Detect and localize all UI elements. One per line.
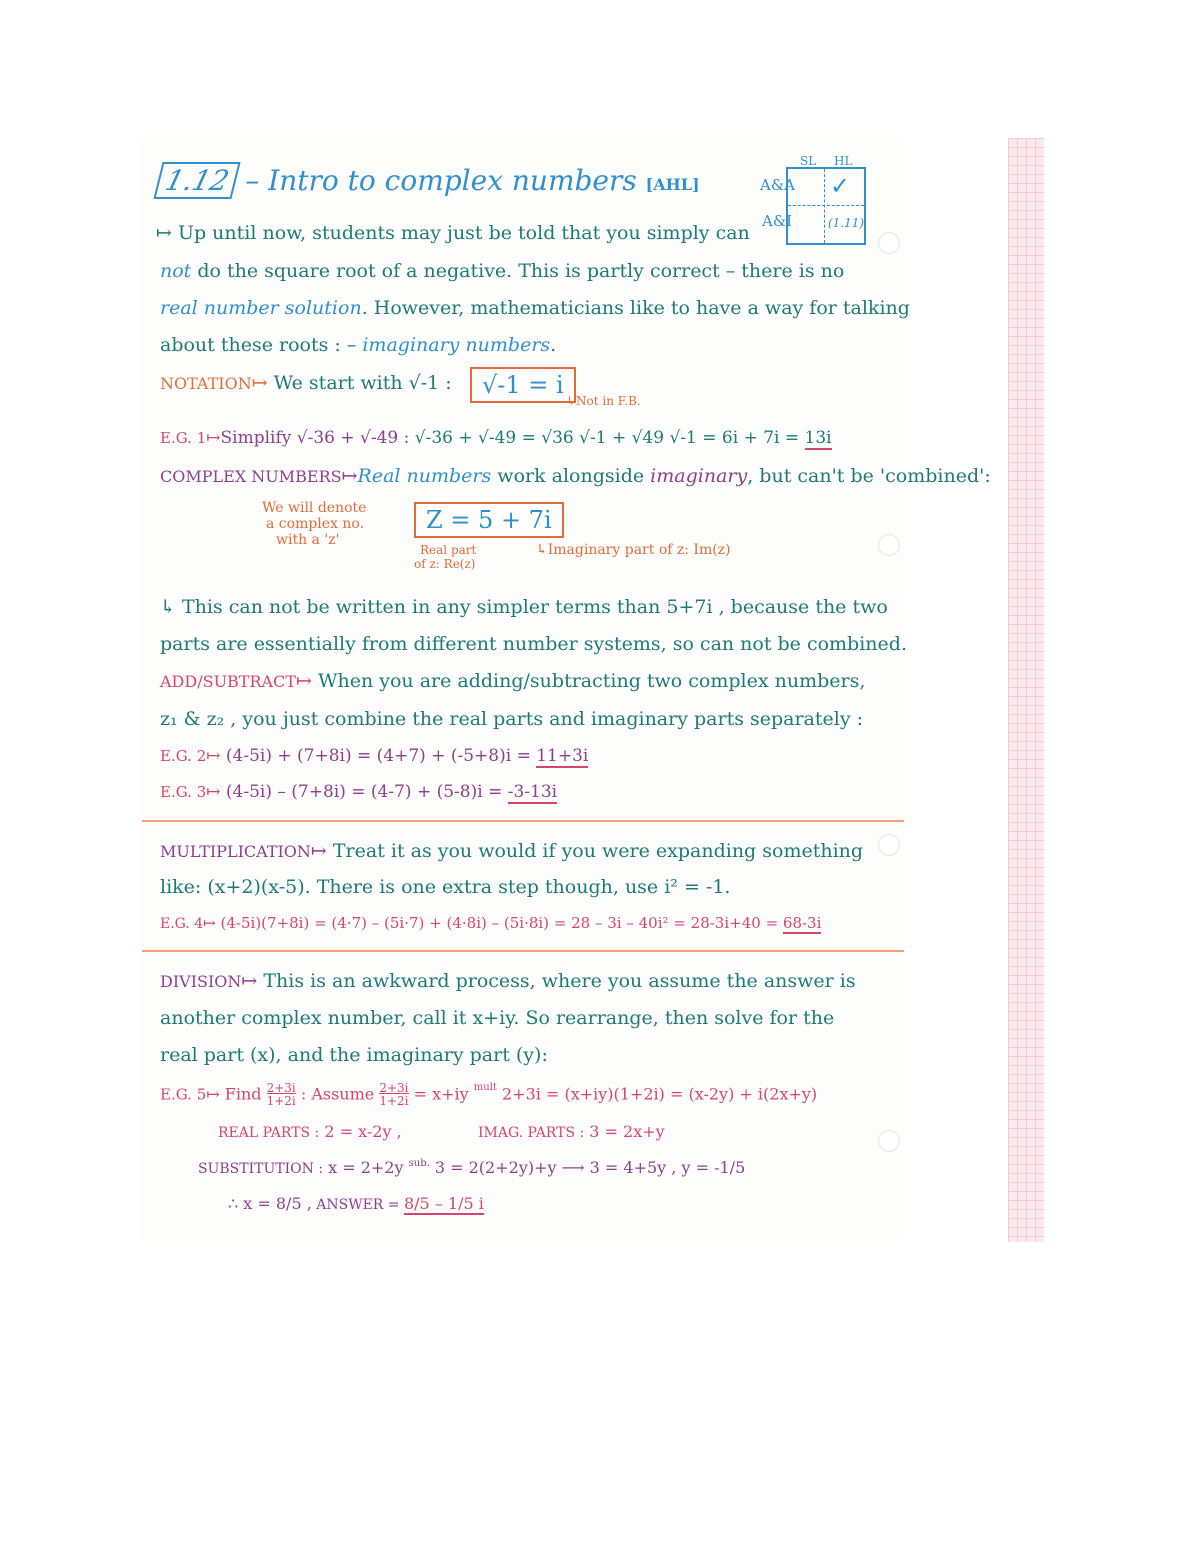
intro-line-2: not do the square root of a negative. This is partly correct – there is no bbox=[160, 260, 845, 282]
section-number: 1.12 bbox=[153, 162, 241, 199]
complex-line: COMPLEX NUMBERS↦Real numbers work alongside imaginary, but can't be 'combined': bbox=[160, 465, 991, 487]
section-divider bbox=[142, 820, 904, 822]
title-text: – Intro to complex numbers bbox=[245, 164, 637, 197]
div-line-3: real part (x), and the imaginary part (y): bbox=[160, 1044, 548, 1066]
mult-line-2: like: (x+2)(x-5). There is one extra step though, use i² = -1. bbox=[160, 876, 731, 898]
check-icon: ✓ bbox=[830, 172, 851, 200]
intro-line-1: ↦ Up until now, students may just be told that you simply can bbox=[156, 222, 750, 244]
div-line-2: another complex number, call it x+iy. So rearrange, then solve for the bbox=[160, 1007, 835, 1029]
eg4-line: E.G. 4↦ (4-5i)(7+8i) = (4·7) – (5i·7) + (4·8i) – (5i·8i) = 28 – 3i – 40i² = 28-3i+40 = 68-3i bbox=[160, 914, 822, 932]
real-part-1: Real part bbox=[420, 543, 477, 557]
notation-box: √-1 = i bbox=[470, 367, 576, 403]
ahl-tag: [AHL] bbox=[645, 175, 700, 194]
grid-col-hl: HL bbox=[834, 154, 853, 168]
complex-note-3: with a 'z' bbox=[276, 532, 340, 548]
page-title bbox=[158, 162, 700, 199]
grid-ai-note: (1.11) bbox=[828, 216, 865, 230]
eg3-line: E.G. 3↦ (4-5i) – (7+8i) = (4-7) + (5-8)i = -3-13i bbox=[160, 782, 558, 802]
course-grid bbox=[786, 167, 866, 245]
addsub-line-2: z₁ & z₂ , you just combine the real parts and imaginary parts separately : bbox=[160, 708, 864, 730]
explain-line-1: ↳ This can not be written in any simpler terms than 5+7i , because the two bbox=[160, 596, 888, 618]
complex-note-1: We will denote bbox=[262, 500, 367, 516]
grid-row-ai: A&I bbox=[762, 212, 793, 230]
eg5-line: E.G. 5↦ Find $\frac{2+3i}{1+2i}$ : Assume $\frac{2+3i}{1+2i} = x+iy$ $^{mult}$ 2+3i = (x+iy)(1+2i) = (x-2y) + i(2x+y) bbox=[160, 1081, 818, 1108]
addsub-line-1: ADD/SUBTRACT↦ When you are adding/subtracting two complex numbers, bbox=[160, 670, 866, 692]
imag-parts-line: IMAG. PARTS : 3 = 2x+y bbox=[478, 1122, 665, 1141]
imag-part: ↳Imaginary part of z: Im(z) bbox=[536, 542, 731, 558]
intro-line-3: real number solution. However, mathematicians like to have a way for talking bbox=[160, 297, 910, 319]
mult-line-1: MULTIPLICATION↦ Treat it as you would if you were expanding something bbox=[160, 840, 864, 862]
grid-row-aa: A&A bbox=[760, 176, 796, 194]
punch-hole bbox=[878, 534, 900, 556]
grid-col-sl: SL bbox=[800, 154, 817, 168]
substitution-line: SUBSTITUTION : x = 2+2y $^{sub.}$ 3 = 2(2+2y)+y ⟶ 3 = 4+5y , y = -1/5 bbox=[198, 1158, 746, 1177]
intro-line-4: about these roots : – imaginary numbers. bbox=[160, 334, 557, 356]
notation-note: ↳Not in F.B. bbox=[566, 394, 641, 408]
section-divider bbox=[142, 950, 904, 952]
punch-hole bbox=[878, 834, 900, 856]
complex-box: Z = 5 + 7i bbox=[414, 502, 564, 538]
eg1-line: E.G. 1↦Simplify √-36 + √-49 : √-36 + √-49 = √36 √-1 + √49 √-1 = 6i + 7i = 13i bbox=[160, 428, 832, 448]
punch-hole bbox=[878, 1130, 900, 1152]
real-parts-line: REAL PARTS : 2 = x-2y , bbox=[218, 1122, 402, 1141]
punch-hole bbox=[878, 232, 900, 254]
page-margin-grid bbox=[1008, 138, 1044, 1242]
answer-line: ∴ x = 8/5 , ANSWER = 8/5 – 1/5 i bbox=[228, 1194, 484, 1213]
notation-line: NOTATION↦ We start with √-1 : bbox=[160, 372, 452, 394]
complex-note-2: a complex no. bbox=[266, 516, 365, 532]
explain-line-2: parts are essentially from different number systems, so can not be combined. bbox=[160, 633, 907, 655]
eg2-line: E.G. 2↦ (4-5i) + (7+8i) = (4+7) + (-5+8)i = 11+3i bbox=[160, 746, 589, 766]
div-line-1: DIVISION↦ This is an awkward process, where you assume the answer is bbox=[160, 970, 856, 992]
real-part-2: of z: Re(z) bbox=[414, 557, 476, 571]
